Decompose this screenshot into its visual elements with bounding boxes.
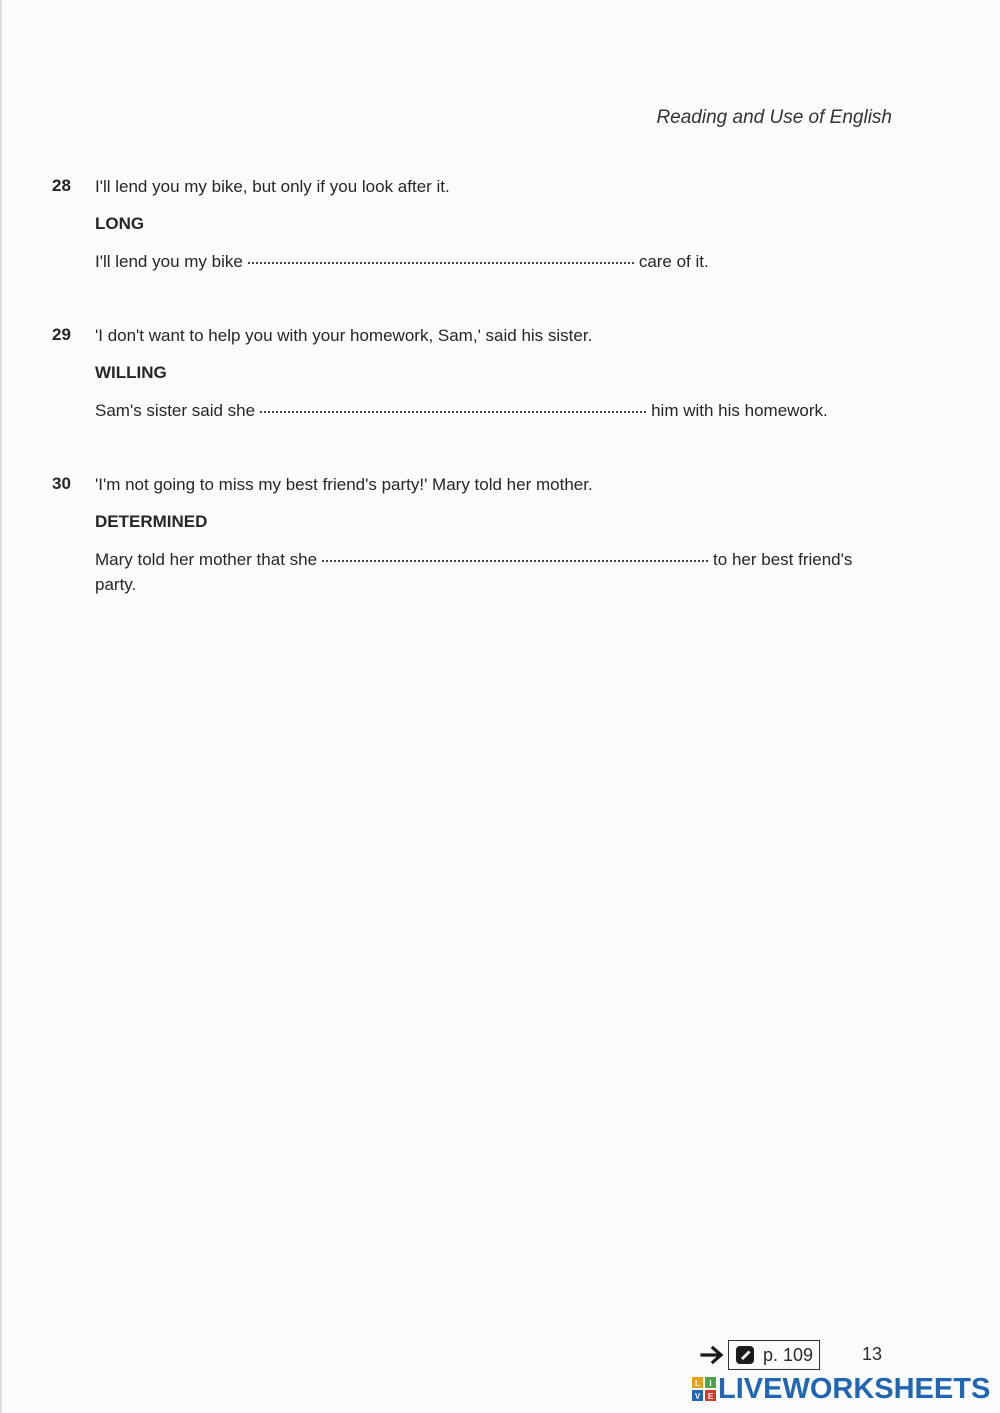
answer-line <box>95 398 892 423</box>
reference-label: p. 109 <box>763 1344 814 1365</box>
svg-text:V: V <box>694 1392 701 1401</box>
answer-input-29[interactable] <box>260 398 646 413</box>
svg-text:I: I <box>709 1379 712 1388</box>
answer-line <box>95 547 855 597</box>
svg-text:E: E <box>707 1392 714 1401</box>
question-keyword: LONG <box>95 214 145 233</box>
liveworksheets-logo-icon <box>692 1377 716 1401</box>
tablet-icon <box>735 1345 755 1365</box>
answer-prefix: Sam's sister said she <box>95 401 256 420</box>
answer-input-28[interactable] <box>248 249 634 264</box>
question-sentence: I'll lend you my bike, but only if you look after it. <box>95 177 450 196</box>
section-title: Reading and Use of English <box>656 107 892 128</box>
liveworksheets-brand <box>692 1374 990 1404</box>
page-number: 13 <box>862 1344 883 1364</box>
question-28 <box>52 176 892 274</box>
page-edge <box>0 0 2 1413</box>
answer-line <box>95 249 892 274</box>
page-reference <box>700 1339 820 1371</box>
question-keyword: DETERMINED <box>95 512 208 531</box>
answer-prefix: Mary told her mother that she <box>95 550 318 569</box>
question-number: 29 <box>52 325 71 344</box>
answer-suffix: to her best friend's party. <box>95 550 853 594</box>
question-sentence: 'I don't want to help you with your homework, Sam,' said his sister. <box>95 326 593 345</box>
question-number: 28 <box>52 176 71 195</box>
reference-box <box>728 1340 820 1370</box>
answer-suffix: him with his homework. <box>651 401 828 420</box>
svg-text:L: L <box>695 1379 700 1388</box>
arrow-right-icon <box>700 1345 726 1365</box>
question-sentence: 'I'm not going to miss my best friend's party!' Mary told her mother. <box>95 475 593 494</box>
answer-suffix: care of it. <box>638 252 709 271</box>
answer-prefix: I'll lend you my bike <box>95 252 243 271</box>
answer-input-30[interactable] <box>322 547 708 562</box>
brand-name: LIVEWORKSHEETS <box>718 1373 991 1405</box>
question-30 <box>52 474 892 597</box>
question-number: 30 <box>52 474 71 493</box>
question-29 <box>52 325 892 423</box>
question-keyword: WILLING <box>95 363 167 382</box>
